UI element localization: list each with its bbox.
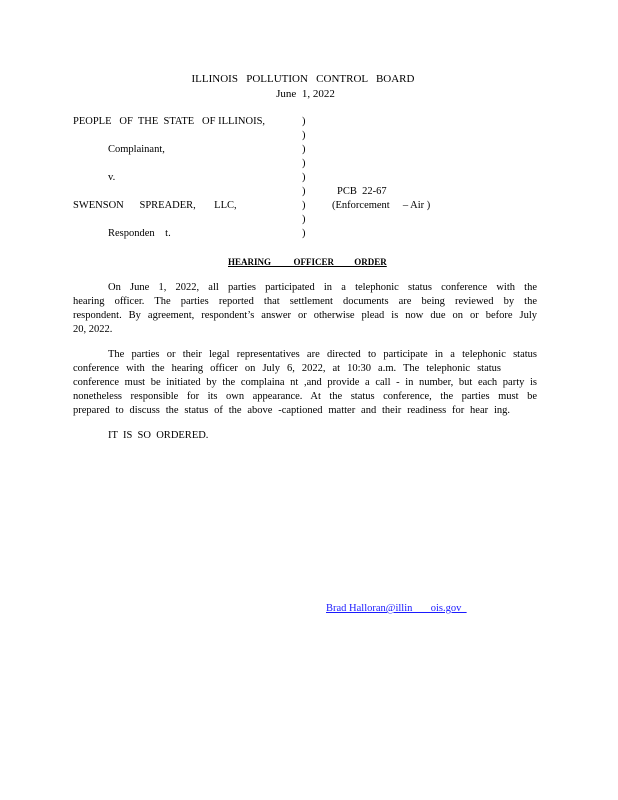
order-title: HEARING OFFICER ORDER	[228, 257, 387, 267]
board-name: ILLINOIS POLLUTION CONTROL BOARD	[191, 73, 415, 85]
caption-paren: )	[302, 172, 306, 183]
case-number: PCB 22-67	[337, 186, 387, 197]
caption-paren: )	[302, 144, 306, 155]
paragraph-2	[73, 348, 537, 418]
paragraph-line: hearing officer. The parties reported that settlement documents are being reviewed by the	[73, 296, 537, 307]
complainant-role: Complainant,	[108, 144, 165, 155]
paragraph-line: On June 1, 2022, all parties participated in a telephonic status conference with the	[108, 282, 537, 293]
case-type: (Enforcement – Air )	[332, 200, 431, 211]
caption-paren: )	[302, 200, 306, 211]
caption-paren: )	[302, 158, 306, 169]
caption-paren: )	[302, 116, 306, 127]
paragraph-line: The parties or their legal representatives are directed to participate in a telephonic status	[108, 349, 537, 360]
caption-paren: )	[302, 130, 306, 141]
caption-paren: )	[302, 228, 306, 239]
caption-paren: )	[302, 186, 306, 197]
respondent-party: SWENSON SPREADER, LLC,	[73, 200, 237, 211]
paragraph-1	[73, 281, 537, 337]
respondent-role: Responden t.	[108, 228, 171, 239]
paragraph-line: conference with the hearing officer on July 6, 2022, at 10:30 a.m. The telephonic status	[73, 363, 501, 374]
paragraph-line: conference must be initiated by the complaina nt ,and provide a call - in number, but each party is	[73, 377, 537, 388]
complainant-party: PEOPLE OF THE STATE OF ILLINOIS,	[73, 116, 266, 127]
signature-email-link[interactable]: Brad Halloran@illin ois.gov	[326, 603, 467, 614]
caption-paren: )	[302, 214, 306, 225]
paragraph-line: respondent. By agreement, respondent’s answer or otherwise plead is now due on or before July	[73, 310, 537, 321]
paragraph-line: prepared to discuss the status of the above -captioned matter and their readiness for hear ing.	[73, 405, 510, 416]
closing-line: IT IS SO ORDERED.	[108, 430, 209, 441]
paragraph-line: nonetheless responsible for its own appearance. At the status conference, the parties must be	[73, 391, 537, 402]
paragraph-line: 20, 2022.	[73, 324, 113, 335]
versus: v.	[108, 172, 116, 183]
order-date: June 1, 2022	[276, 88, 335, 100]
